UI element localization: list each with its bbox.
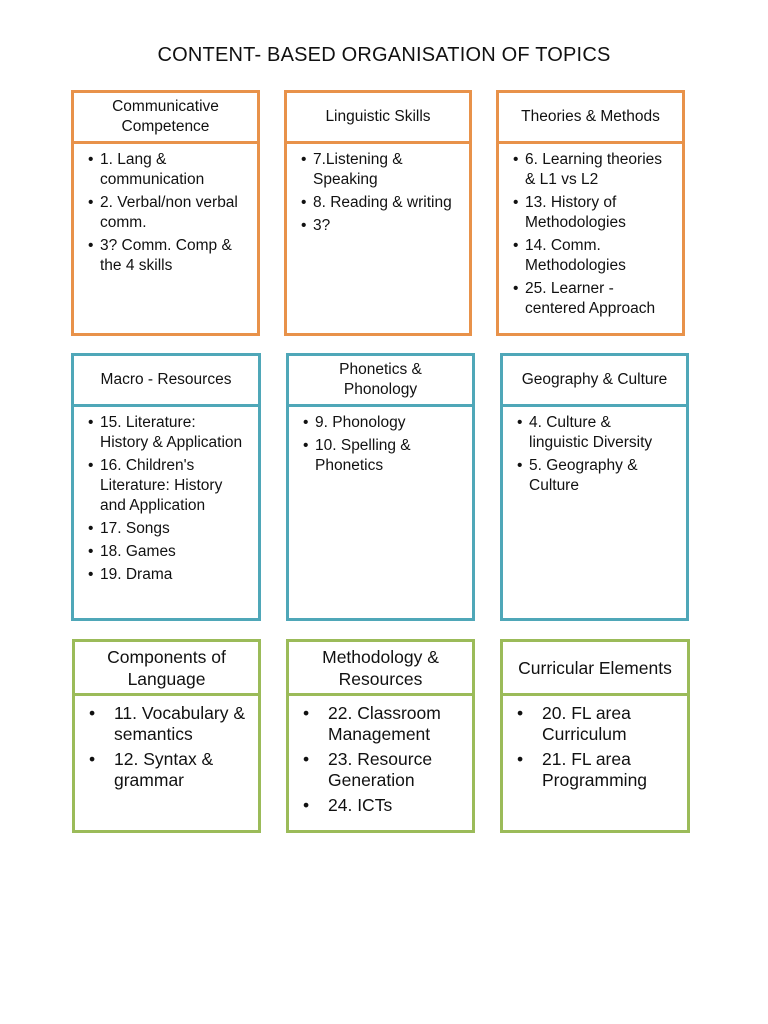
- page-title: CONTENT- BASED ORGANISATION OF TOPICS: [157, 44, 611, 66]
- list-item: • 16. Children's Literature: History and Application: [88, 457, 223, 514]
- list-item: • 13. History of Methodologies: [513, 194, 626, 231]
- box-methodology-resources: [286, 639, 475, 833]
- box-body: [71, 144, 260, 336]
- box-body: [72, 696, 261, 833]
- box-header-text: Components of Language: [107, 646, 226, 689]
- box-header-text: Methodology & Resources: [322, 646, 439, 689]
- box-header-text: Communicative Competence: [112, 98, 219, 135]
- list-item: • 12. Syntax & grammar: [89, 749, 214, 790]
- box-header-text: Phonetics & Phonology: [339, 361, 422, 398]
- box-body: [286, 407, 475, 621]
- box-linguistic-skills: [284, 90, 472, 336]
- list-item: • 18. Games: [88, 543, 176, 560]
- list-item: • 21. FL area Programming: [517, 749, 648, 790]
- list-item: • 15. Literature: History & Application: [88, 414, 243, 451]
- list-item: • 3? Comm. Comp & the 4 skills: [88, 237, 232, 274]
- box-curricular-elements: [500, 639, 690, 833]
- box-communicative-competence: [71, 90, 260, 336]
- list-item: • 5. Geography & Culture: [517, 457, 638, 494]
- box-theories-methods: [496, 90, 685, 336]
- box-header: [72, 639, 261, 696]
- box-header-text: Macro - Resources: [100, 371, 232, 388]
- list-item: • 7.Listening & Speaking: [301, 151, 403, 188]
- list-item: • 1. Lang & communication: [88, 151, 205, 188]
- box-body: [71, 407, 261, 621]
- box-body: [286, 696, 475, 833]
- list-item: • 14. Comm. Methodologies: [513, 237, 626, 274]
- list-item: • 9. Phonology: [303, 414, 406, 431]
- list-item: • 11. Vocabulary & semantics: [89, 703, 246, 744]
- list-item: • 25. Learner - centered Approach: [513, 280, 656, 317]
- box-header: [286, 353, 475, 407]
- list-item: • 10. Spelling & Phonetics: [303, 437, 411, 474]
- list-item: • 19. Drama: [88, 566, 173, 583]
- list-item: • 6. Learning theories & L1 vs L2: [513, 151, 663, 188]
- box-header: [496, 90, 685, 144]
- box-body: [500, 407, 689, 621]
- list-item: • 22. Classroom Management: [303, 703, 441, 744]
- box-body: [284, 144, 472, 336]
- list-item: • 8. Reading & writing: [301, 194, 452, 211]
- list-item: • 20. FL area Curriculum: [517, 703, 631, 744]
- box-macro-resources: [71, 353, 261, 621]
- box-body: [500, 696, 690, 833]
- box-header: [71, 90, 260, 144]
- list-item: • 3?: [301, 217, 331, 234]
- box-components-of-language: [72, 639, 261, 833]
- box-header-text: Curricular Elements: [518, 657, 672, 678]
- list-item: • 2. Verbal/non verbal comm.: [88, 194, 238, 231]
- box-header: [500, 639, 690, 696]
- box-geography-culture: [500, 353, 689, 621]
- box-header: [500, 353, 689, 407]
- box-body: [496, 144, 685, 336]
- box-header-text: Geography & Culture: [521, 371, 668, 388]
- list-item: • 23. Resource Generation: [303, 749, 433, 790]
- box-header: [284, 90, 472, 144]
- box-header: [71, 353, 261, 407]
- list-item: • 24. ICTs: [303, 795, 393, 815]
- list-item: • 4. Culture & linguistic Diversity: [517, 414, 653, 451]
- box-header: [286, 639, 475, 696]
- box-header-text: Theories & Methods: [521, 108, 660, 125]
- list-item: • 17. Songs: [88, 520, 170, 537]
- box-header-text: Linguistic Skills: [325, 108, 431, 125]
- box-phonetics-phonology: [286, 353, 475, 621]
